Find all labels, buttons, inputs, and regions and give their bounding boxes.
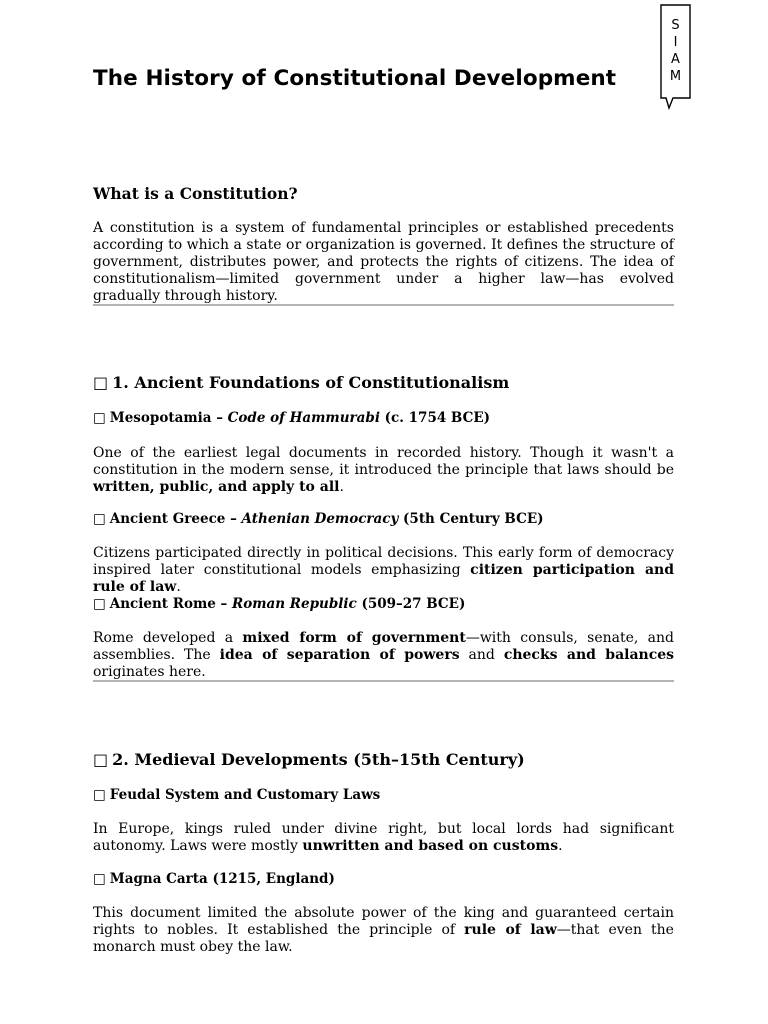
section-divider [93, 304, 674, 306]
text-run: originates here. [93, 664, 206, 680]
badge-letter: A [671, 52, 680, 67]
text-run: This document limited the absolute power of the king and guaranteed certain rights to nobles. It established the principle of [93, 905, 674, 938]
item-feudal-body [93, 821, 674, 855]
missing-glyph-icon: □ [93, 596, 106, 612]
item-title-suffix: (509–27 BCE) [356, 596, 466, 612]
section1-heading-text: 1. Ancient Foundations of Constitutionalism [112, 373, 510, 392]
item-paragraph [93, 630, 674, 681]
item-mesopotamia-body [93, 445, 674, 496]
section2-header [93, 750, 674, 769]
text-run: and [459, 647, 504, 663]
badge-letter: I [673, 35, 678, 50]
text-run: In Europe, kings ruled under divine right, but local lords had significant autonomy. Laws were mostly [93, 821, 674, 854]
badge-letter: M [669, 69, 682, 84]
text-run: . [176, 579, 181, 595]
item-title-suffix: (5th Century BCE) [398, 511, 544, 527]
text-run: —with consuls, senate, and assemblies. The [93, 630, 674, 663]
item-title-suffix: (c. 1754 BCE) [379, 410, 491, 426]
item-paragraph [93, 545, 674, 596]
item-title: Feudal System and Customary Laws [109, 787, 381, 803]
missing-glyph-icon: □ [93, 511, 106, 527]
missing-glyph-icon: □ [93, 787, 106, 803]
item-magna-carta-title [93, 871, 674, 887]
section1-heading [93, 373, 674, 392]
item-greece-title [93, 511, 674, 527]
badge-letter: S [671, 18, 680, 33]
document-title: The History of Constitutional Development [93, 66, 617, 91]
bold-phrase: rule of law [464, 922, 557, 938]
item-title-italic: Code of Hammurabi [227, 410, 380, 426]
missing-glyph-icon: □ [93, 410, 106, 426]
item-paragraph [93, 905, 674, 956]
bold-phrase: written, public, and apply to all [93, 479, 340, 495]
section2-heading-text: 2. Medieval Developments (5th–15th Century) [112, 750, 525, 769]
bold-phrase: idea of separation of powers [219, 647, 460, 663]
badge-letters [660, 17, 691, 85]
item-greece-body [93, 545, 674, 596]
item-feudal-title [93, 787, 674, 803]
section-divider [93, 680, 674, 682]
item-paragraph [93, 821, 674, 855]
intro-section [93, 184, 674, 203]
item-magna-carta-body [93, 905, 674, 956]
item-mesopotamia-title [93, 410, 674, 426]
intro-paragraph-wrap [93, 220, 674, 305]
missing-glyph-icon: □ [93, 871, 106, 887]
text-run: Citizens participated directly in political decisions. This early form of democracy inspired later constitutional models emphasizing [93, 545, 674, 578]
item-title-italic: Athenian Democracy [241, 511, 399, 527]
text-run: —that even the monarch must obey the law. [93, 922, 674, 955]
item-paragraph [93, 445, 674, 496]
missing-glyph-icon: □ [93, 750, 109, 769]
item-title-prefix: Ancient Greece – [109, 511, 242, 527]
intro-paragraph: A constitution is a system of fundamental principles or established precedents according to which a state or organization is governed. It defines the structure of government, distributes power, and protects the rights of citizens. The idea of constitutionalism—limited government under a higher law—has evolved gradually through history. [93, 220, 674, 304]
item-rome-title [93, 596, 674, 612]
text-run: One of the earliest legal documents in recorded history. Though it wasn't a constitution in the modern sense, it introduced the principle that laws should be [93, 445, 674, 478]
siam-bookmark-badge [660, 4, 691, 98]
item-title-prefix: Mesopotamia – [109, 410, 228, 426]
missing-glyph-icon: □ [93, 373, 109, 392]
item-title: Magna Carta (1215, England) [109, 871, 335, 887]
section2-heading [93, 750, 674, 769]
intro-heading: What is a Constitution? [93, 184, 298, 203]
item-rome-body [93, 630, 674, 681]
bold-phrase: checks and balances [503, 647, 675, 663]
bold-phrase: citizen participation and rule of law [93, 562, 674, 595]
bold-phrase: unwritten and based on customs [302, 838, 559, 854]
section1-header [93, 373, 674, 392]
item-title-italic: Roman Republic [232, 596, 357, 612]
bold-phrase: mixed form of government [242, 630, 466, 646]
text-run: Rome developed a [93, 630, 243, 646]
text-run: . [339, 479, 344, 495]
text-run: . [558, 838, 563, 854]
item-title-prefix: Ancient Rome – [109, 596, 232, 612]
